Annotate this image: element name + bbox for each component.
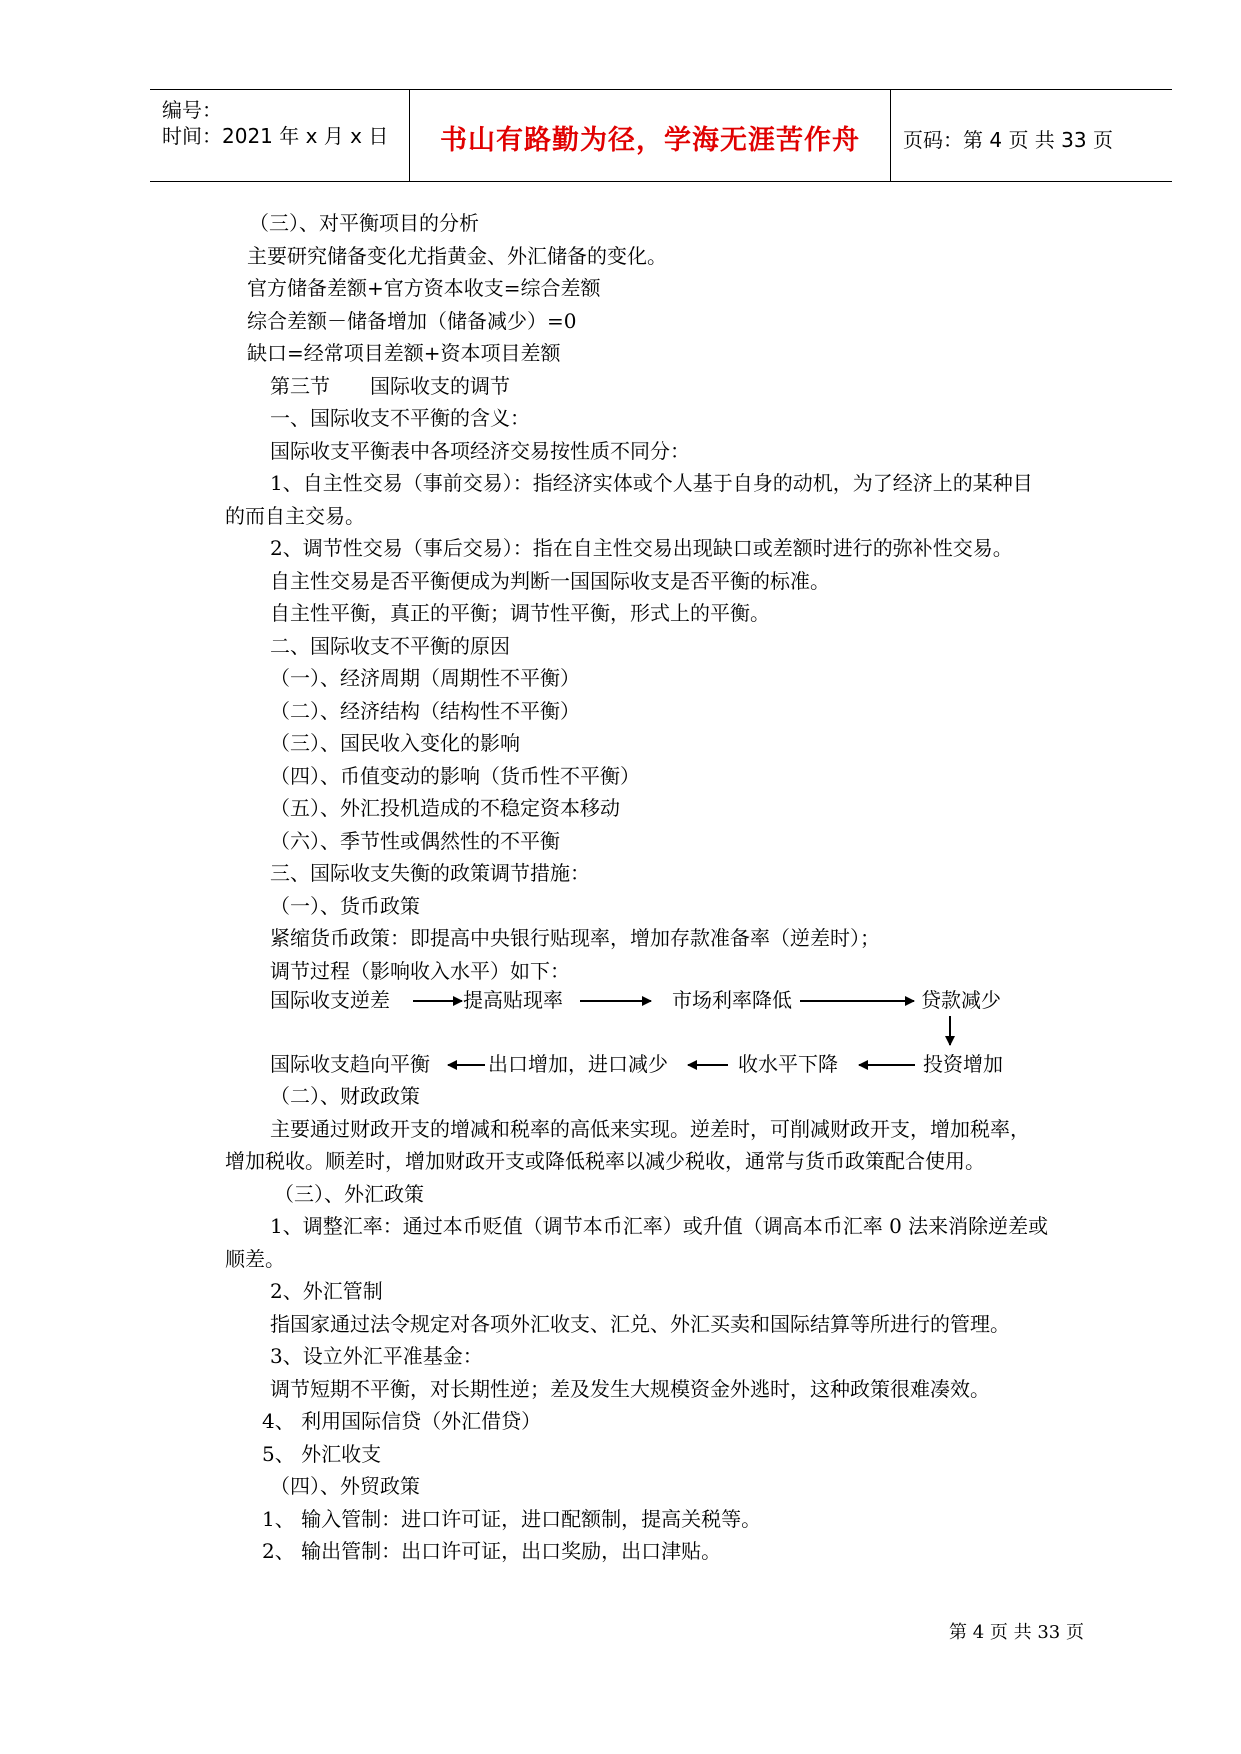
subsection-heading: （一）、货币政策 [270, 894, 420, 918]
paragraph-line: 调节短期不平衡，对长期性逆；差及发生大规模资金外逃时，这种政策很难凑效。 [270, 1377, 990, 1401]
formula-line: 官方储备差额+官方资本收支=综合差额 [247, 276, 601, 300]
flow-node-raise-discount-rate: 提高贴现率 [463, 988, 563, 1012]
formula-line: 综合差额－储备增加（储备减少）=0 [247, 309, 577, 333]
section-heading: 一、国际收支不平衡的含义： [270, 406, 530, 430]
flow-node-toward-balance: 国际收支趋向平衡 [270, 1052, 430, 1076]
page-footer: 第 4 页 共 33 页 [949, 1622, 1084, 1643]
paragraph-line: 增加税收。顺差时，增加财政开支或降低税率以减少税收，通常与货币政策配合使用。 [225, 1149, 985, 1173]
number-label: 编号： [162, 98, 222, 122]
paragraph-line: 2、调节性交易（事后交易）：指在自主性交易出现缺口或差额时进行的弥补性交易。 [270, 536, 1013, 560]
section-heading: 三、国际收支失衡的政策调节措施： [270, 861, 590, 885]
paragraph-line: 的而自主交易。 [225, 504, 365, 528]
list-item: （一）、经济周期（周期性不平衡） [270, 666, 580, 690]
subsection-heading: （三）、外汇政策 [274, 1182, 424, 1206]
flow-node-market-rate-fall: 市场利率降低 [672, 988, 792, 1012]
list-item: 4、 利用国际信贷（外汇借贷） [262, 1409, 542, 1433]
motto: 书山有路勤为径，学海无涯苦作舟 [440, 125, 860, 156]
section-heading: 二、国际收支不平衡的原因 [270, 634, 510, 658]
subsection-heading: （四）、外贸政策 [270, 1474, 420, 1498]
list-item: 2、 输出管制：出口许可证，出口奖励，出口津贴。 [262, 1539, 722, 1563]
paragraph-line: 指国家通过法令规定对各项外汇收支、汇兑、外汇买卖和国际结算等所进行的管理。 [270, 1312, 1010, 1336]
list-item: 1、 输入管制：进口许可证，进口配额制，提高关税等。 [262, 1507, 762, 1531]
paragraph-line: 主要研究储备变化尤指黄金、外汇储备的变化。 [247, 244, 667, 268]
header-page-cell [891, 90, 1172, 181]
flow-node-income-level-fall: 收水平下降 [738, 1052, 838, 1076]
list-item: （五）、外汇投机造成的不稳定资本移动 [270, 796, 620, 820]
chapter-heading: 第三节 国际收支的调节 [270, 374, 510, 398]
paragraph-line: 1、调整汇率：通过本币贬值（调节本币汇率）或升值（调高本币汇率 0 法来消除逆差或 [270, 1214, 1049, 1238]
flow-node-deficit: 国际收支逆差 [270, 988, 390, 1012]
flow-node-exports-up-imports-down: 出口增加，进口减少 [488, 1052, 668, 1076]
list-item: （二）、经济结构（结构性不平衡） [270, 699, 580, 723]
page-header [150, 89, 1172, 182]
subsection-heading: （二）、财政政策 [270, 1084, 420, 1108]
header-info-cell [150, 90, 408, 181]
section-heading: （三）、对平衡项目的分析 [249, 211, 479, 235]
flow-node-investment-increase: 投资增加 [923, 1052, 1003, 1076]
list-item: 2、外汇管制 [270, 1279, 383, 1303]
paragraph-line: 主要通过财政开支的增减和税率的高低来实现。逆差时，可削减财政开支，增加税率， [270, 1117, 1030, 1141]
header-motto-cell [409, 90, 891, 181]
list-item: （六）、季节性或偶然性的不平衡 [270, 829, 560, 853]
paragraph-line: 顺差。 [225, 1247, 285, 1271]
paragraph-line: 国际收支平衡表中各项经济交易按性质不同分： [270, 439, 690, 463]
time-label: 时间：2021 年 x 月 x 日 [162, 124, 389, 148]
list-item: （三）、国民收入变化的影响 [270, 731, 520, 755]
paragraph-line: 1、自主性交易（事前交易）：指经济实体或个人基于自身的动机，为了经济上的某种目 [270, 471, 1033, 495]
paragraph-line: 调节过程（影响收入水平）如下： [270, 959, 570, 983]
list-item: 5、 外汇收支 [262, 1442, 382, 1466]
list-item: 3、设立外汇平准基金： [270, 1344, 483, 1368]
formula-line: 缺口=经常项目差额+资本项目差额 [247, 341, 561, 365]
paragraph-line: 自主性交易是否平衡便成为判断一国国际收支是否平衡的标准。 [270, 569, 830, 593]
flow-node-loans-decrease: 贷款减少 [921, 988, 1001, 1012]
paragraph-line: 紧缩货币政策：即提高中央银行贴现率，增加存款准备率（逆差时）； [270, 926, 880, 950]
page-label: 页码：第 4 页 共 33 页 [903, 128, 1113, 152]
list-item: （四）、币值变动的影响（货币性不平衡） [270, 764, 640, 788]
paragraph-line: 自主性平衡，真正的平衡；调节性平衡，形式上的平衡。 [270, 601, 770, 625]
